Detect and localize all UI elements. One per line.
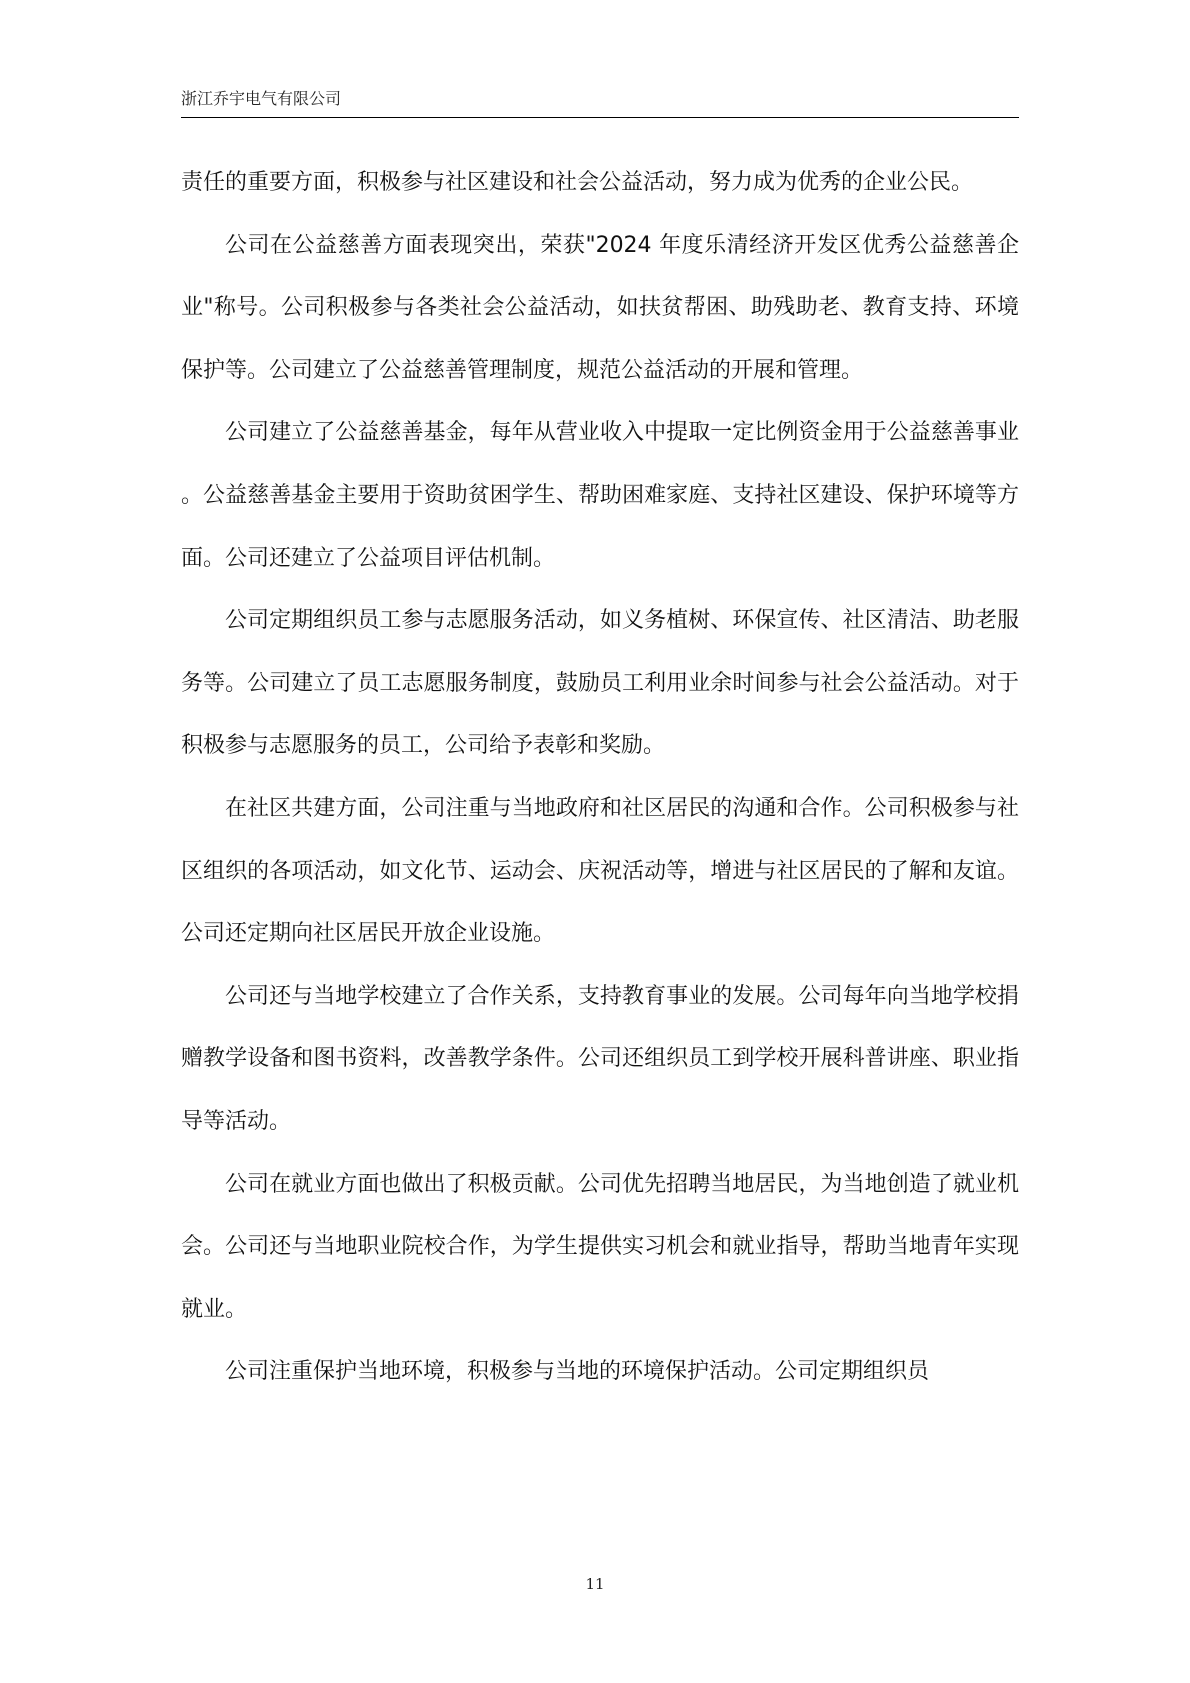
paragraph: 公司定期组织员工参与志愿服务活动，如义务植树、环保宣传、社区清洁、助老服务等。公司建立了员工志愿服务制度，鼓励员工利用业余时间参与社会公益活动。对于积极参与志愿服务的员工，公司给予表彰和奖励。 — [181, 608, 1019, 759]
paragraph: 责任的重要方面，积极参与社区建设和社会公益活动，努力成为优秀的企业公民。 — [181, 170, 974, 195]
header-company-name: 浙江乔宇电气有限公司 — [181, 89, 342, 108]
paragraph: 在社区共建方面，公司注重与当地政府和社区居民的沟通和合作。公司积极参与社区组织的各项活动，如文化节、运动会、庆祝活动等，增进与社区居民的了解和友谊。公司还定期向社区居民开放企业设施。 — [181, 795, 1019, 947]
paragraph: 公司在公益慈善方面表现突出，荣获"2024 年度乐清经济开发区优秀公益慈善企业"称号。公司积极参与各类社会公益活动，如扶贫帮困、助残助老、教育支持、环境保护等。公司建立了公益慈善管理制度，规范公益活动的开展和管理。 — [181, 232, 1019, 383]
page-number: 11 — [585, 1575, 605, 1593]
body-text — [181, 152, 1019, 1404]
header-divider — [181, 117, 1019, 118]
paragraph: 公司在就业方面也做出了积极贡献。公司优先招聘当地居民，为当地创造了就业机会。公司还与当地职业院校合作，为学生提供实习机会和就业指导，帮助当地青年实现就业。 — [181, 1171, 1019, 1322]
paragraph: 公司还与当地学校建立了合作关系，支持教育事业的发展。公司每年向当地学校捐赠教学设备和图书资料，改善教学条件。公司还组织员工到学校开展科普讲座、职业指导等活动。 — [181, 983, 1019, 1134]
paragraph: 公司建立了公益慈善基金，每年从营业收入中提取一定比例资金用于公益慈善事业。公益慈善基金主要用于资助贫困学生、帮助困难家庭、支持社区建设、保护环境等方面。公司还建立了公益项目评估机制。 — [181, 420, 1019, 571]
page-header — [181, 88, 1019, 120]
paragraph: 公司注重保护当地环境，积极参与当地的环境保护活动。公司定期组织员 — [225, 1359, 930, 1385]
